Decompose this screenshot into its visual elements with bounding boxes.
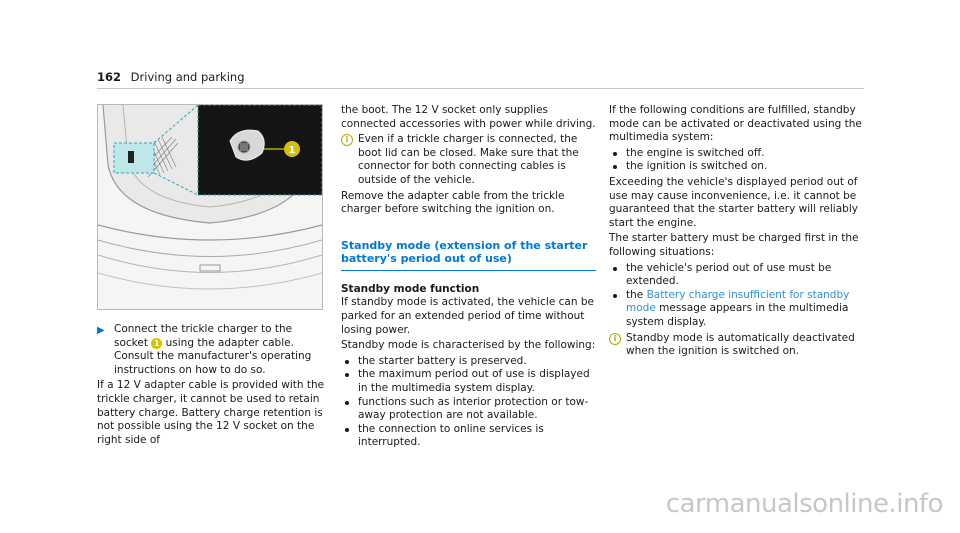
paragraph: Exceeding the vehicle's displayed period out of use may cause inconvenience, i.e. it cannot be guaranteed that the starter battery will reliably start the engine. [609,175,858,229]
step-arrow-icon: ▶ [97,325,105,336]
message-link[interactable]: Battery charge insufficient for standby mode [626,288,850,315]
column-2 [341,104,596,450]
column-1 [97,323,325,447]
paragraph: the boot. The 12 V socket only supplies connected accessories with power while driving. [341,104,596,130]
note-text: Standby mode is automatically deactivated when the ignition is switched on. [626,331,855,358]
paragraph: If the following conditions are fulfilled, standby mode can be activated or deactivated using the multimedia system: [609,104,862,144]
note [341,133,596,187]
bullet-list [609,262,864,330]
list-item: the ignition is switched on. [609,160,864,174]
callout-badge: 1 [151,338,162,349]
header-rule [97,88,864,89]
paragraph: Standby mode is characterised by the following: [341,339,596,352]
step-text-b: using the adapter cable. Consult the manufacturer's operating instructions on how to do so. [114,336,312,376]
watermark: carmanualsonline.info [665,489,943,519]
list-item-text: message appears in the multimedia system display. [626,302,849,328]
list-item: the vehicle's period out of use must be extended. [609,262,864,289]
boot-illustration-svg [98,105,322,309]
list-item: the engine is switched off. [609,147,864,161]
section-name: Driving and parking [130,70,245,84]
page-header [97,70,245,84]
column-3 [609,104,864,359]
info-icon: i [341,134,353,146]
list-item: the maximum period out of use is displayed in the multimedia system display. [341,368,596,395]
note [609,332,864,359]
note-text: Even if a trickle charger is connected, the boot lid can be closed. Make sure that the connector for both connecting cables is outside of the vehicle. [358,133,579,186]
list-item-text: the [626,288,644,301]
callout-number: 1 [288,145,296,156]
section-title: Standby mode (extension of the starter battery's period out of use) [341,239,596,271]
instruction-step [97,323,325,377]
list-item: functions such as interior protection or tow-away protection are not available. [341,396,596,423]
sub-title: Standby mode function [341,282,480,295]
page-number: 162 [97,70,122,84]
bullet-list [609,147,864,174]
list-item: the connection to online services is interrupted. [341,423,596,450]
paragraph: If standby mode is activated, the vehicle can be parked for an extended period of time without losing power. [341,296,594,336]
bullet-list [341,355,596,450]
list-item [609,289,864,330]
list-item: the starter battery is preserved. [341,355,596,369]
info-icon: i [609,333,621,345]
paragraph: The starter battery must be charged first in the following situations: [609,232,859,258]
boot-socket-illustration [97,104,323,310]
step-text-a: Connect the trickle charger to the socket [114,323,293,349]
paragraph: Remove the adapter cable from the trickle charger before switching the ignition on. [341,189,565,216]
paragraph: If a 12 V adapter cable is provided with the trickle charger, it cannot be used to retain battery charge. Battery charge retention is not possible using the 12 V socket on the right side of [97,379,325,446]
